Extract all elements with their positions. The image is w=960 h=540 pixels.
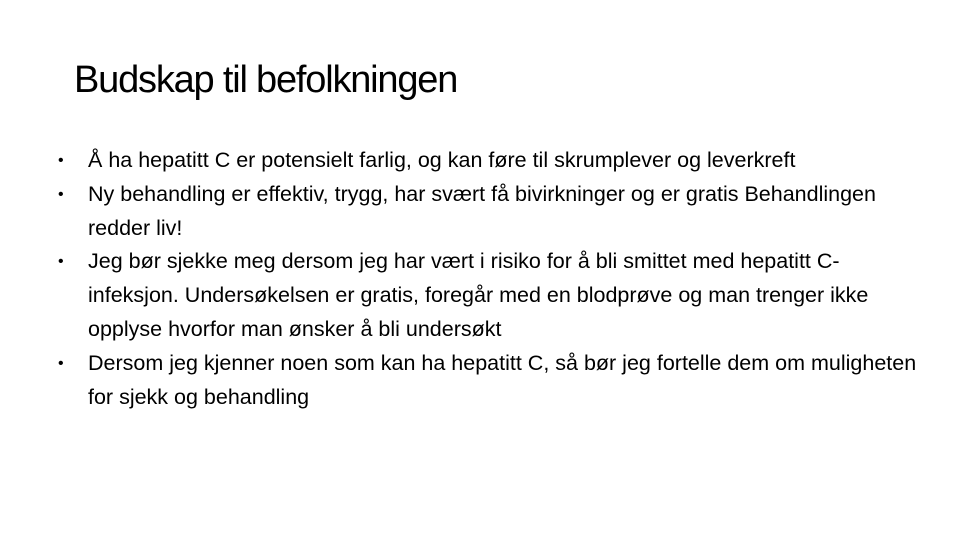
bullet-dot-icon: •	[58, 185, 64, 203]
bullet-dot-icon: •	[58, 152, 64, 169]
bullet-dot-icon: •	[58, 253, 64, 271]
bullet-text: Ny behandling er effektiv, trygg, har svært få bivirkninger og er gratis Behandlingen redder liv!	[88, 181, 876, 240]
bullet-item-3	[58, 245, 918, 346]
bullet-item-1	[58, 144, 918, 178]
bullet-list	[58, 144, 918, 414]
slide-title: Budskap til befolkningen	[74, 59, 458, 101]
bullet-dot-icon: •	[58, 354, 64, 372]
bullet-item-4	[58, 347, 918, 415]
bullet-item-2	[58, 178, 918, 246]
bullet-text: Å ha hepatitt C er potensielt farlig, og kan føre til skrumplever og leverkreft	[88, 148, 796, 172]
bullet-text: Jeg bør sjekke meg dersom jeg har vært i risiko for å bli smittet med hepatitt C-infeksjon. Undersøkelsen er gratis, foregår med en blodprøve og man trenger ikke opplyse hvorfor man ønsker å bli undersøkt	[88, 249, 869, 341]
bullet-text: Dersom jeg kjenner noen som kan ha hepatitt C, så bør jeg fortelle dem om muligheten for sjekk og behandling	[88, 350, 917, 409]
